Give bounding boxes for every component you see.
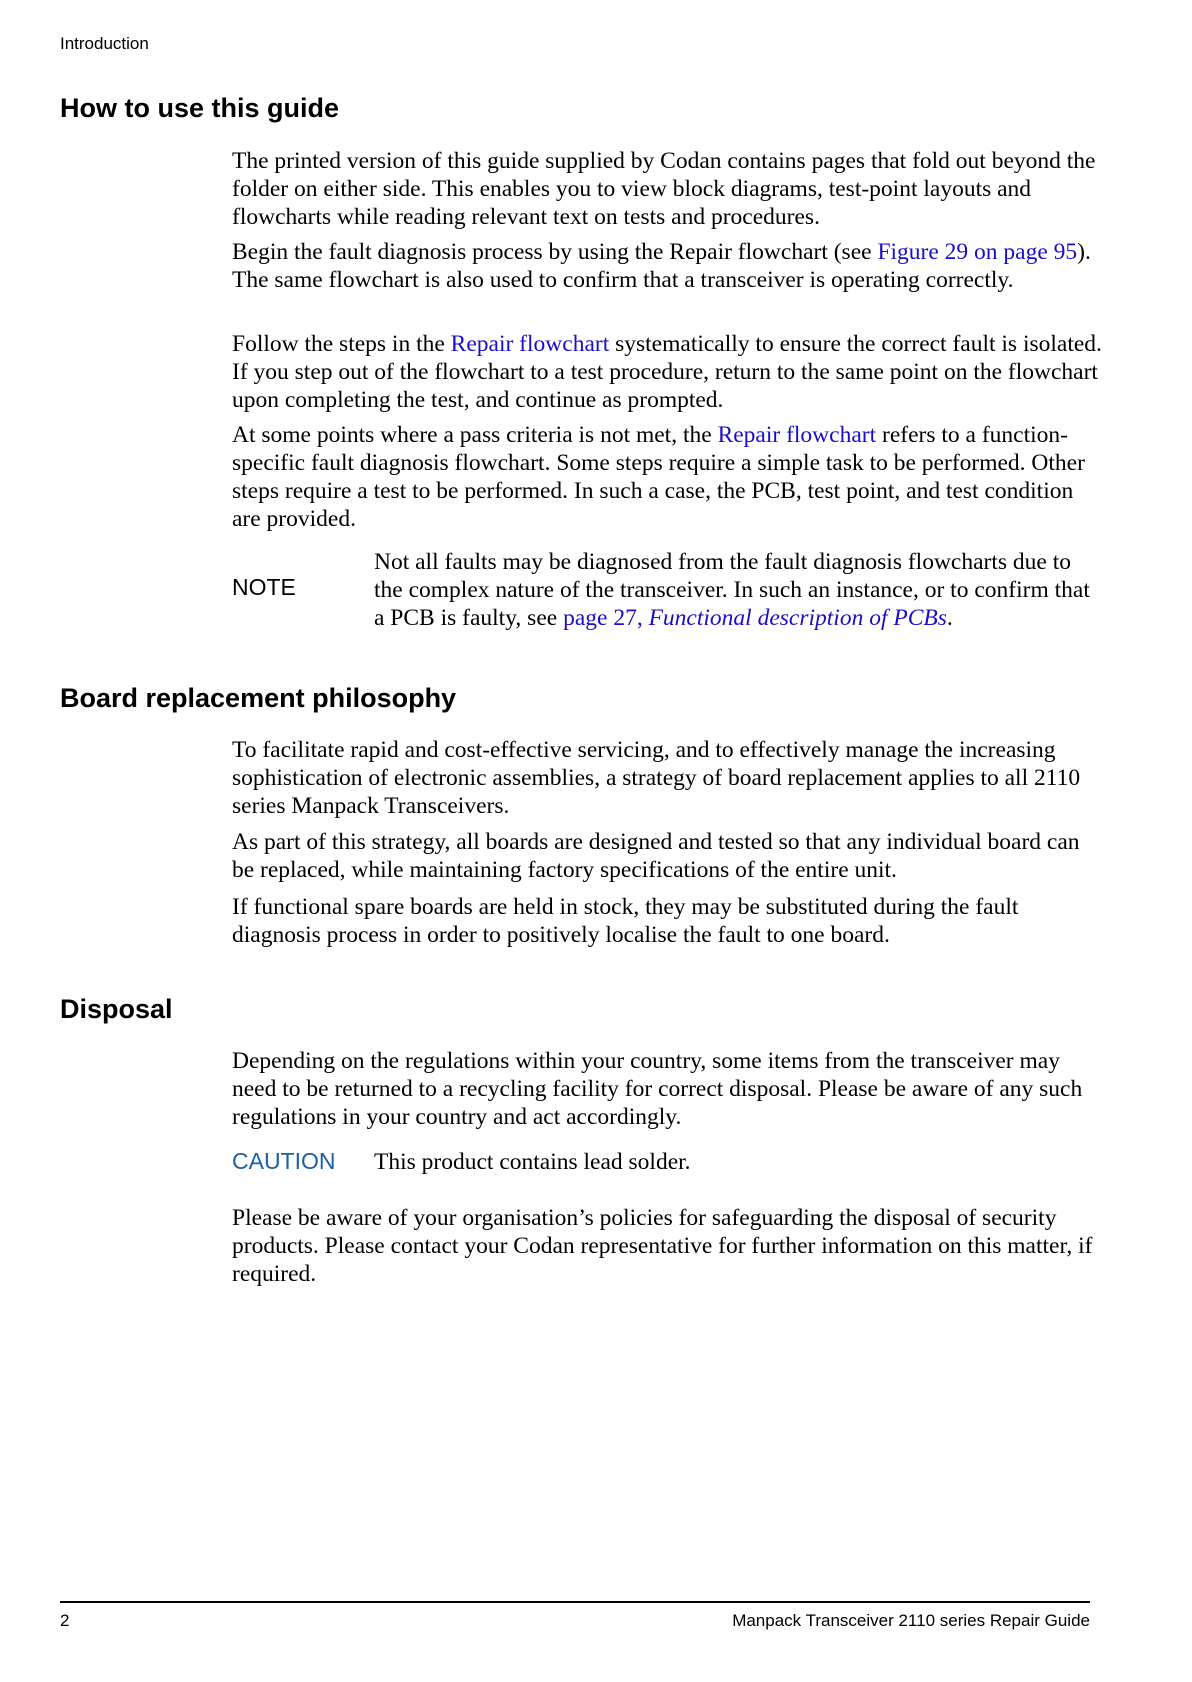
- functional-description-link[interactable]: [563, 605, 947, 631]
- note-text-end: .: [946, 605, 953, 631]
- paragraph-text: At some points where a pass criteria is not met, the: [232, 422, 718, 448]
- disposal-paragraph-1: Depending on the regulations within your country, some items from the transceiver may need to be returned to a recycling facility for correct disposal. Please be aware of any such regulations in your country and act accordingly.: [232, 1048, 1083, 1130]
- footer-page-number: 2: [60, 1611, 70, 1630]
- how-to-use-paragraph-4: [232, 421, 1102, 533]
- footer-rule: [60, 1601, 1090, 1603]
- how-to-use-paragraph-1: The printed version of this guide supplied by Codan contains pages that fold out beyond the folder on either side. This enables you to view block diagrams, test-point layouts and flowcharts while reading relevant text on tests and procedures.: [232, 148, 1096, 230]
- disposal-paragraph-2: Please be aware of your organisation’s policies for safeguarding the disposal of security products. Please contact your Codan representative for further information on this matter, if required.: [232, 1205, 1093, 1287]
- caution-text: This product contains lead solder.: [374, 1149, 691, 1175]
- link-page-ref: page 27,: [563, 605, 649, 631]
- paragraph-text: ). The same flowchart is also used to confirm that a transceiver is operating correctly.: [232, 239, 1091, 293]
- running-header: Introduction: [60, 34, 149, 53]
- section-heading-how-to-use: How to use this guide: [60, 93, 340, 123]
- section-heading-board-replacement: Board replacement philosophy: [60, 683, 457, 713]
- paragraph-text: Begin the fault diagnosis process by using the Repair flowchart (see: [232, 239, 878, 265]
- note-text-body: Not all faults may be diagnosed from the fault diagnosis flowcharts due to the complex nature of the transceiver. In such an instance, or to confirm that a PCB is faulty, see: [374, 549, 1090, 631]
- section-heading-disposal: Disposal: [60, 994, 173, 1024]
- figure-29-link[interactable]: Figure 29 on page 95: [877, 239, 1078, 265]
- paragraph-text: systematically to ensure the correct fault is isolated. If you step out of the flowchart to a test procedure, return to the same point on the flowchart upon completing the test, and continue as prompted.: [232, 331, 1102, 413]
- board-replacement-paragraph-3: If functional spare boards are held in stock, they may be substituted during the fault diagnosis process in order to positively localise the fault to one board.: [232, 894, 1019, 948]
- caution-label: CAUTION: [232, 1148, 336, 1174]
- note-label: NOTE: [232, 574, 296, 600]
- paragraph-text: refers to a function-specific fault diagnosis flowchart. Some steps require a simple task to be performed. Other steps require a test to be performed. In such a case, the PCB, test point, and test condition are provided.: [232, 422, 1085, 532]
- link-title: Functional description of PCBs: [648, 605, 947, 631]
- board-replacement-paragraph-2: As part of this strategy, all boards are designed and tested so that any individual board can be replaced, while maintaining factory specifications of the entire unit.: [232, 829, 1080, 883]
- how-to-use-paragraph-2: [232, 238, 1102, 294]
- repair-flowchart-link[interactable]: Repair flowchart: [450, 331, 610, 357]
- footer-document-title: Manpack Transceiver 2110 series Repair Guide: [732, 1611, 1090, 1630]
- repair-flowchart-link[interactable]: Repair flowchart: [717, 422, 877, 448]
- paragraph-text: Follow the steps in the: [232, 331, 451, 357]
- how-to-use-paragraph-3: [232, 330, 1102, 414]
- board-replacement-paragraph-1: To facilitate rapid and cost-effective servicing, and to effectively manage the increasing sophistication of electronic assemblies, a strategy of board replacement applies to all 2110 series Manpack Transceivers.: [232, 737, 1081, 819]
- note-text: [374, 548, 1104, 632]
